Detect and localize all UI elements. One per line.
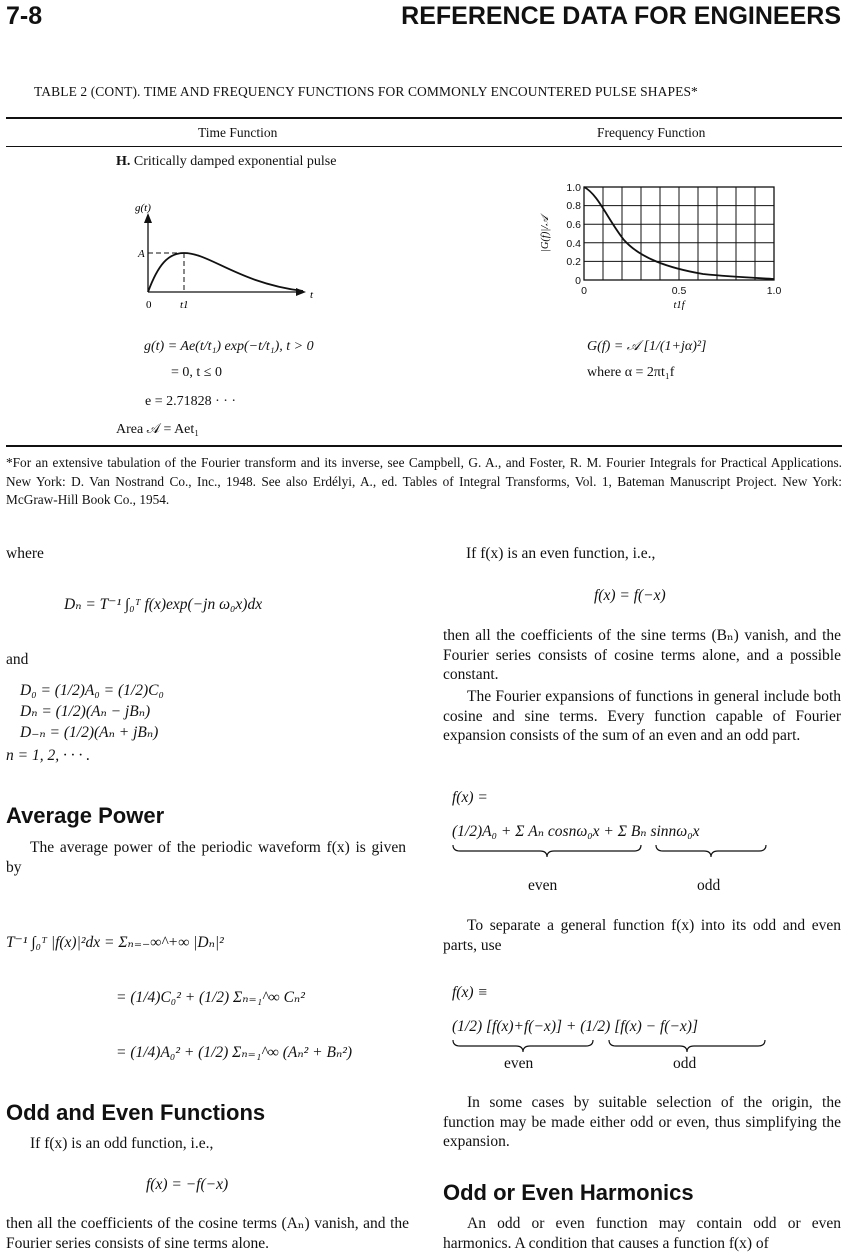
d0-eq: D₀ = (1/2)A₀ = (1/2)C₀ [20, 682, 164, 699]
time-graph-amplitude-label: A [138, 248, 145, 260]
odd-underbrace-2 [608, 1039, 766, 1053]
table-caption: TABLE 2 (CONT). TIME AND FREQUENCY FUNCTIONS FOR COMMONLY ENCOUNTERED PULSE SHAPES* [34, 84, 698, 99]
odd-label-2: odd [673, 1055, 697, 1072]
frequency-function-graph [528, 180, 798, 310]
time-eq-gt: g(t) = Ae(t/t₁) exp(−t/t₁), t > 0 [144, 339, 314, 354]
where-text: where [6, 545, 44, 562]
table-top-rule [6, 117, 842, 119]
odd-function-intro: If f(x) is an odd function, i.e., [30, 1135, 214, 1152]
freq-graph-xticks [581, 285, 781, 297]
power-eq-3: = (1/4)A₀² + (1/2) Σₙ₌₁^∞ (Aₙ² + Bₙ²) [116, 1044, 353, 1061]
heading-odd-even-functions: Odd and Even Functions [6, 1100, 266, 1125]
freq-graph-xlabel: t1f [673, 300, 685, 310]
series-eq: (1/2)A₀ + Σ Aₙ cosnω₀x + Σ Bₙ sinnω₀x [452, 823, 700, 840]
even-function-eq: f(x) = f(−x) [594, 587, 666, 604]
row-label [116, 154, 336, 170]
row-label-letter: H. [116, 154, 131, 169]
time-graph-t1-label: t1 [180, 299, 189, 311]
freq-eq-alpha: where α = 2πt₁f [587, 365, 675, 380]
even-label-2: even [504, 1055, 534, 1072]
origin-selection-text: In some cases by suitable selection of the origin, the function may be made either odd or even, thus simplifying the expansion. [443, 1094, 841, 1150]
harmonics-text: An odd or even function may contain odd or even harmonics. A condition that causes a function f(x) of [443, 1215, 841, 1252]
col-header-time: Time Function [198, 125, 278, 140]
time-graph-x-arrow [296, 288, 306, 296]
time-function-graph [118, 195, 338, 325]
even-underbrace-1 [452, 844, 642, 858]
dn-eq: Dₙ = (1/2)(Aₙ − jBₙ) [20, 703, 151, 720]
power-eq-1: T⁻¹ ∫₀ᵀ |f(x)|²dx = Σₙ₌₋∞^+∞ |Dₙ|² [6, 934, 224, 951]
even-underbrace-2 [452, 1039, 594, 1053]
and-text: and [6, 651, 29, 668]
even-function-intro: If f(x) is an even function, i.e., [466, 545, 656, 562]
freq-ytick: 0.6 [566, 219, 581, 231]
series-lhs: f(x) = [452, 789, 488, 806]
time-eq-e: e = 2.71828 · · · [145, 394, 237, 409]
freq-xtick: 0 [581, 285, 587, 297]
separation-eq: (1/2) [f(x)+f(−x)] + (1/2) [f(x) − f(−x)] [452, 1018, 698, 1035]
n-range-eq: n = 1, 2, · · · . [6, 747, 91, 764]
separate-text: To separate a general function f(x) into its odd and even parts, use [443, 917, 841, 954]
table-bottom-rule [6, 445, 842, 447]
freq-ytick: 0.8 [566, 200, 581, 212]
freq-ytick: 0.2 [566, 256, 581, 268]
time-graph-origin-label: 0 [146, 299, 152, 311]
freq-ytick: 0.4 [566, 238, 581, 250]
odd-function-text: then all the coefficients of the cosine terms (Aₙ) vanish, and the Fourier series consists of sine terms alone. [6, 1215, 409, 1252]
even-label-1: even [528, 877, 558, 894]
page-number: 7-8 [6, 2, 43, 30]
freq-ytick: 0 [575, 275, 581, 287]
time-eq-area: Area 𝒜 = Aet₁ [116, 422, 200, 437]
d-minus-n-eq: D₋ₙ = (1/2)(Aₙ + jBₙ) [20, 724, 159, 741]
time-graph-y-arrow [144, 213, 152, 223]
table-footnote: *For an extensive tabulation of the Fourier transform and its inverse, see Campbell, G. A., and Foster, R. M. Fourier Integrals for Practical Applications. New York: D. Van Nostrand Co., Inc., 1948. See also Erdélyi, A., ed. Tables of Integral Transforms, Vol. 1, Bateman Manuscript Project. New York: McGraw-Hill Book Co., 1954. [6, 455, 842, 507]
col-header-frequency: Frequency Function [597, 125, 706, 140]
freq-ytick: 1.0 [566, 182, 581, 194]
power-eq-2: = (1/4)C₀² + (1/2) Σₙ₌₁^∞ Cₙ² [116, 989, 305, 1006]
odd-label-1: odd [697, 877, 721, 894]
freq-graph-ylabel: |G(f)|/𝒜 [540, 215, 551, 253]
freq-eq-gf: G(f) = 𝒜 [1/(1+jα)²] [587, 339, 707, 354]
time-graph-pulse-curve [148, 253, 303, 292]
dn-definition-eq: Dₙ = T⁻¹ ∫₀ᵀ f(x)exp(−jn ω₀x)dx [64, 596, 263, 613]
odd-function-eq: f(x) = −f(−x) [146, 1176, 229, 1193]
odd-underbrace-1 [655, 844, 767, 858]
header-rule [6, 146, 842, 147]
heading-average-power: Average Power [6, 803, 165, 828]
average-power-text: The average power of the periodic waveform f(x) is given by [6, 839, 406, 876]
fourier-expansion-text: The Fourier expansions of functions in general include both cosine and sine terms. Every function capable of Fourier expansion consists of the sum of an even and an odd part. [443, 688, 841, 744]
freq-graph-grid [584, 187, 774, 280]
even-function-text: then all the coefficients of the sine terms (Bₙ) vanish, and the Fourier series consists of cosine terms alone, and a possible constant. [443, 627, 841, 683]
time-graph-ylabel: g(t) [135, 202, 151, 214]
time-eq-zero: = 0, t ≤ 0 [171, 365, 222, 380]
freq-xtick: 0.5 [671, 285, 687, 297]
freq-graph-yticks [566, 182, 581, 287]
time-graph-x-label: t [310, 289, 314, 301]
heading-odd-even-harmonics: Odd or Even Harmonics [443, 1180, 694, 1205]
running-head: REFERENCE DATA FOR ENGINEERS [401, 2, 841, 30]
row-label-text: Critically damped exponential pulse [133, 154, 337, 169]
freq-xtick: 1.0 [766, 285, 782, 297]
separation-lhs: f(x) ≡ [452, 984, 488, 1001]
